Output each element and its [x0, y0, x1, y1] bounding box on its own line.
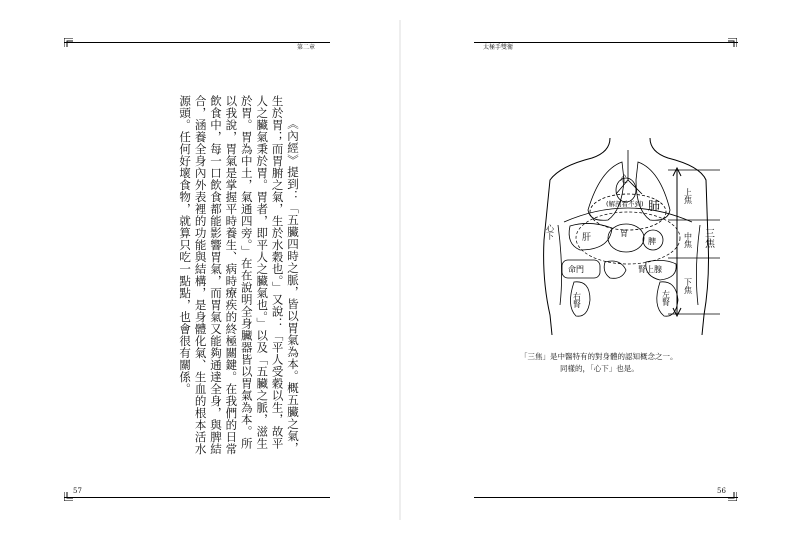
liver-label: 肝	[582, 233, 592, 243]
adrenal-shape	[604, 261, 626, 278]
corner-ornament-bottom-left	[64, 492, 73, 501]
book-header: 太極手雙衛	[483, 44, 514, 51]
lower-jiao-label: 下焦	[683, 278, 693, 294]
page-number: 57	[73, 487, 82, 495]
header-rule	[474, 42, 738, 43]
corner-ornament-bottom-right	[728, 492, 737, 501]
anatomy-note-label: (解剖看不到)	[606, 200, 644, 208]
page-number: 56	[717, 487, 726, 495]
middle-jiao-label: 中焦	[683, 232, 693, 248]
corner-ornament-top-right	[728, 38, 737, 47]
footer-rule	[474, 497, 738, 498]
stomach-label: 胃	[620, 229, 628, 238]
paragraph: 《內經》提到：「五臟四時之脈，皆以胃氣為本。概五臟之氣，生於胃；而胃腑之氣，生於水穀也。」又說：「平人受穀以生，故平人之臟氣秉於胃。胃者，即平人之臟氣也。」以及「五臟之脈，滋生於胃。胃為中土，氣通四旁。」在在說明全身臟器皆以胃氣為本。所以我說，胃氣是掌握平時養生、病時療疾的終極關鍵。在我們的日常飲食中，每一口飲食都能影響胃氣，而胃氣又能夠通達全身，與脾結合，涵養全身內外表裡的功能與結構，是身體化氣、生血的根本活水源頭。任何好壞食物，就算只吃一點點，也會很有關係。	[178, 95, 300, 455]
xinxia-label: 心下	[545, 224, 555, 240]
figure-caption-line2: 同樣的，「心下」也是。	[560, 364, 639, 373]
mingmen-label: 命門	[568, 265, 584, 274]
figure-caption-line1: 「三焦」是中醫特有的對身體的認知概念之一。	[520, 352, 678, 361]
adrenal-label: 腎上腺	[638, 265, 662, 274]
san-jiao-body-diagram	[530, 130, 730, 345]
heart-label: 心	[620, 175, 630, 185]
body-text	[140, 95, 300, 455]
footer-rule	[64, 497, 330, 498]
right-kidney-label: 右腎	[572, 292, 582, 308]
san-jiao-label: 三焦	[702, 228, 714, 248]
spleen-label: 脾	[648, 237, 656, 246]
upper-jiao-label: 上焦	[683, 188, 693, 204]
left-kidney-label: 左腎	[661, 290, 671, 306]
lung-label: 肺	[648, 199, 661, 213]
header-rule	[64, 42, 330, 43]
right-page	[400, 0, 800, 541]
chapter-header: 第二章	[297, 44, 316, 51]
